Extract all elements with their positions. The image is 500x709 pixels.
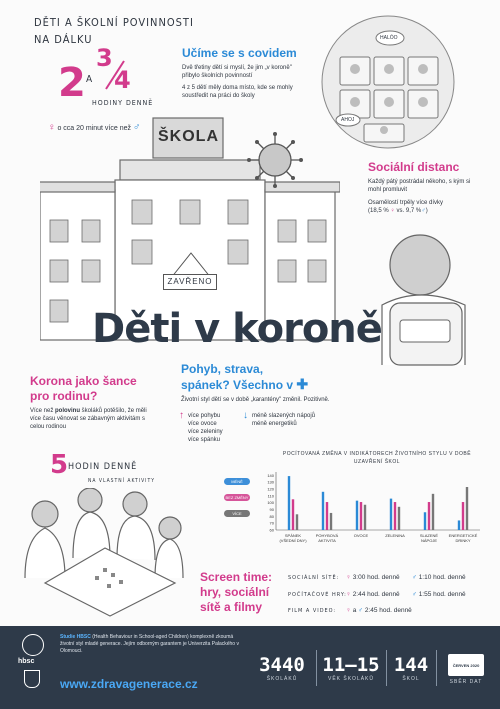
school-sign: ŠKOLA [158, 128, 219, 145]
screen-row-label: POČÍTAČOVÉ HRY: [288, 592, 347, 598]
male-icon: ♂ [358, 607, 363, 614]
x-tick-label: POHYBOVÁ [315, 533, 339, 538]
fraction-numerator: 3 [96, 44, 113, 72]
x-tick-label: OVOCE [353, 533, 369, 538]
distance-p1: Každý pátý postrádal někoho, s kým si mohl promluvit [368, 179, 471, 193]
stat-age [318, 654, 384, 682]
lifestyle-chart [262, 466, 487, 554]
study-bold: Studie HBSC [60, 634, 91, 640]
calendar-label: SBĚR DAT [449, 679, 483, 685]
divider [316, 650, 317, 686]
female-icon: ♀ [346, 591, 351, 598]
screen-heading [200, 570, 272, 615]
upol-logo [24, 670, 40, 688]
plus-icon: ✚ [296, 376, 309, 392]
screen-row-label: SOCIÁLNÍ SÍTĚ: [288, 575, 340, 581]
homework-title-line1: DĚTI A ŠKOLNÍ POVINNOSTI [34, 16, 194, 29]
y-tick-label: 130 [267, 479, 274, 485]
stat-num: 3440 [259, 654, 305, 676]
screen-row-film [288, 607, 488, 614]
five-line2: NA VLASTNÍ AKTIVITY [88, 478, 155, 484]
family-boardgame-illustration [15, 488, 185, 618]
distance-p2-close: ) [425, 208, 428, 214]
screen-film-time: 2:45 hod. denně [364, 607, 412, 614]
female-icon: ♀ [390, 208, 395, 214]
screen-heading-line1: Screen time: [200, 570, 273, 584]
stat-label: VĚK ŠKOLÁKŮ [327, 676, 374, 682]
less-item: méně energetiků [252, 421, 297, 427]
x-tick-label: ZELENINA [385, 533, 405, 538]
stat-pupils [252, 654, 312, 682]
family-text-pre: Více než [30, 408, 56, 414]
legend-same: BEZ ZMĚNY [225, 495, 249, 500]
arrow-up-icon: ↑ [179, 410, 184, 421]
y-tick-label: 110 [267, 493, 274, 499]
more-item: více spánku [188, 437, 221, 443]
stat-schools [388, 654, 434, 682]
male-icon: ♂ [412, 574, 417, 581]
screen-row-label: FILM A VIDEO: [288, 608, 337, 614]
screen-girls: 2:44 hod. denně [352, 591, 400, 598]
calendar-top: ČERVEN 2020 [452, 663, 480, 668]
y-tick-label: 60 [269, 527, 274, 533]
covid-p2: 4 z 5 dětí měly doma místo, kde se mohly soustředit na práci do školy [182, 85, 293, 99]
female-icon: ♀ [48, 122, 56, 133]
study-text [60, 634, 240, 655]
distance-p2 [368, 199, 488, 215]
family-text-bold: polovinu [55, 408, 81, 414]
chart-title: POCÍTOVANÁ ZMĚNA V INDIKÁTORECH ŽIVOTNÍHO STYLU V DOBĚ UZAVŘENÍ ŠKOL [282, 451, 472, 465]
divider [436, 650, 437, 686]
family-text [30, 407, 155, 431]
female-icon: ♀ [346, 607, 351, 614]
bubble-haloo: HALÓO [380, 35, 398, 41]
y-tick-label: 70 [269, 520, 274, 526]
fraction-denominator: 4 [114, 66, 131, 94]
x-tick-label: AKTIVITA [318, 538, 336, 543]
distance-p2-vs: vs. 9,7 % [396, 208, 422, 214]
five-line1: HODIN DENNĚ [68, 462, 138, 472]
family-heading [30, 374, 137, 404]
stat-label: ŠKOLÁKŮ [266, 676, 298, 682]
screen-row-social [288, 574, 488, 581]
screen-boys: 1:55 hod. denně [418, 591, 466, 598]
covid-p1: Dvě třetiny dětí si myslí, že jim „v koroně" přibylo školních povinností [182, 65, 292, 79]
y-tick-label: 90 [269, 507, 274, 513]
lifestyle-heading-line2 [181, 377, 308, 393]
x-tick-label: ENERGETICKÉ [448, 533, 478, 538]
legend-less: MÉNĚ [224, 478, 250, 485]
y-tick-label: 140 [267, 472, 274, 478]
screen-boys: 1:10 hod. denně [418, 574, 466, 581]
screen-and: a [352, 607, 357, 614]
lifestyle-heading-line1: Pohyb, strava, [181, 362, 264, 376]
bubble-ahoj: AHOJ [341, 117, 355, 123]
lifestyle-heading-text: spánek? Všechno v [181, 378, 294, 392]
child-backpack-illustration [370, 225, 480, 370]
less-list [252, 412, 315, 428]
stat-num: 144 [393, 654, 429, 676]
big-two: 2 [58, 60, 86, 106]
distance-p2-text: Osamělostí trpěly více dívky [368, 200, 444, 206]
and-label: A [86, 74, 94, 85]
family-heading-line2: pro rodinu? [30, 389, 98, 403]
female-icon: ♀ [346, 574, 351, 581]
hours-daily: HODINY DENNĚ [92, 99, 154, 107]
male-icon: ♂ [421, 208, 426, 214]
legend-more: VÍCE [224, 510, 250, 517]
stat-label: ŠKOL [402, 676, 420, 682]
arrow-down-icon: ↓ [243, 410, 248, 421]
hbsc-logo [22, 634, 44, 656]
y-tick-label: 80 [269, 513, 274, 519]
more-list [188, 412, 223, 444]
homework-title-line2: NA DÁLKU [34, 33, 93, 46]
less-item: méně slazených nápojů [252, 413, 316, 419]
x-tick-label: (VŠEDNÍ DNY) [279, 538, 307, 543]
divider [386, 650, 387, 686]
male-icon: ♂ [132, 122, 141, 133]
five-number: 5 [50, 450, 69, 480]
stat-num: 11–15 [322, 654, 380, 676]
distance-p2-girls-pct: (18,5 % [368, 208, 389, 214]
x-tick-label: SLAZENÉ [419, 533, 439, 538]
screen-girls: 3:00 hod. denně [352, 574, 400, 581]
x-tick-label: NÁPOJE [420, 538, 438, 543]
homework-title [34, 14, 194, 48]
distance-heading: Sociální distanc [368, 160, 460, 174]
virus-icon [245, 130, 305, 190]
x-tick-label: SPÁNEK [284, 533, 302, 538]
lifestyle-heading [181, 362, 308, 393]
website-link[interactable]: www.zdravagenerace.cz [60, 677, 198, 691]
y-tick-label: 120 [267, 486, 274, 492]
more-item: více pohybu [188, 413, 221, 419]
lifestyle-intro: Životní styl dětí se v době „karantény" změnil. Pozitivně. [181, 397, 330, 403]
main-title: Děti v koroně [92, 306, 382, 352]
covid-heading: Učíme se s covidem [182, 46, 297, 60]
screen-row-games [288, 591, 488, 598]
study-rest: (Health Behaviour in School-aged Children) komplexně zkoumá životní styl mladé generace. Jejím odborným garantem je Univerzita Palackého v Olomouci. [60, 634, 239, 654]
family-heading-line1: Korona jako šance [30, 374, 137, 388]
y-tick-label: 100 [267, 500, 274, 506]
x-tick-label: DRINKY [455, 538, 471, 543]
more-item: více zeleniny [188, 429, 223, 435]
calendar-icon [448, 654, 484, 676]
screen-heading-line2: hry, sociální [200, 585, 270, 599]
closed-sign: ZAVŘENO [163, 274, 217, 290]
hbsc-logo-text: hbsc [18, 658, 35, 665]
family-text-post: školáků potěšilo, že měli více času věnovat se zábavným aktivitám s celou rodinou [30, 408, 147, 430]
male-icon: ♂ [412, 591, 417, 598]
closed-sign-string [166, 248, 216, 298]
screen-heading-line3: sítě a filmy [200, 600, 263, 614]
more-item: více ovoce [188, 421, 217, 427]
girls-note-text: o cca 20 minut více než [57, 125, 131, 132]
